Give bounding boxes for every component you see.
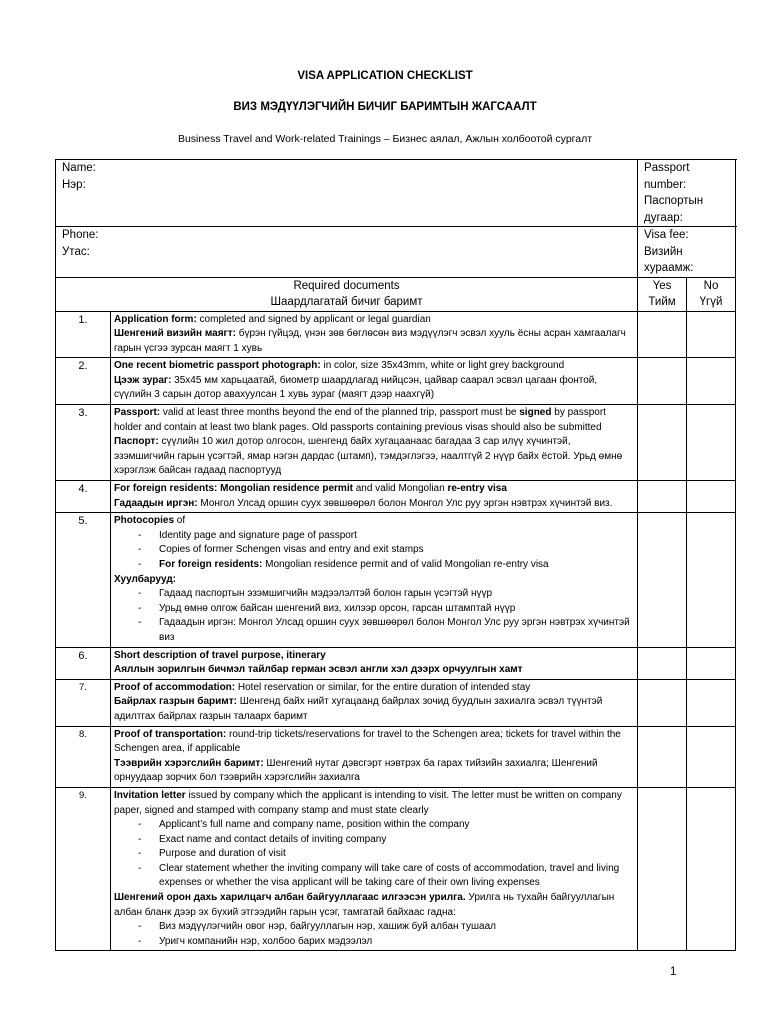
table-row bbox=[56, 679, 736, 726]
yes-checkbox[interactable] bbox=[638, 679, 687, 726]
no-checkbox[interactable] bbox=[687, 787, 736, 951]
yes-checkbox[interactable] bbox=[638, 481, 687, 513]
list-item: - Purpose and duration of visit bbox=[114, 847, 633, 862]
item-description: Application form: completed and signed by applicant or legal guardian Шенгений визийн маягт: бүрэн гүйцэд, үнэн зөв бөглөсөн виз мэдүүлэгч эсвэл хууль ёсны асран хамгаалагч гарын үсгээ зурсан маягт 1 хувь bbox=[111, 311, 638, 358]
list-item: - Уригч компанийн нэр, холбоо барих мэдээлэл bbox=[114, 935, 633, 950]
item-number: 5. bbox=[56, 513, 111, 647]
required-documents-header: Required documents Шаардлагатай бичиг баримт bbox=[56, 277, 638, 311]
invitation-list-mn bbox=[114, 920, 633, 949]
yes-header: Yes Тийм bbox=[638, 277, 687, 311]
page-number: 1 bbox=[670, 966, 677, 978]
no-checkbox[interactable] bbox=[687, 311, 736, 358]
checklist-table bbox=[55, 159, 736, 951]
item-number: 9. bbox=[56, 787, 111, 951]
no-checkbox[interactable] bbox=[687, 358, 736, 405]
list-item: - Copies of former Schengen visas and entry and exit stamps bbox=[114, 543, 633, 558]
subtitle: Business Travel and Work-related Trainings – Бизнес аялал, Ажлын холбоотой сургалт bbox=[177, 133, 593, 145]
list-item: - For foreign residents: Mongolian residence permit and of valid Mongolian re-entry visa bbox=[114, 558, 633, 573]
table-row bbox=[56, 513, 736, 647]
invitation-list-en bbox=[114, 818, 633, 891]
yes-checkbox[interactable] bbox=[638, 726, 687, 787]
no-checkbox[interactable] bbox=[687, 405, 736, 481]
item-description: Short description of travel purpose, itinerary Аяллын зорилгын бичмэл тайлбар герман эсвэл англи хэл дээрх орчуулгын хамт bbox=[111, 647, 638, 679]
item-number: 6. bbox=[56, 647, 111, 679]
table-row bbox=[56, 726, 736, 787]
item-number: 4. bbox=[56, 481, 111, 513]
no-checkbox[interactable] bbox=[687, 726, 736, 787]
item-number: 3. bbox=[56, 405, 111, 481]
item-number: 1. bbox=[56, 311, 111, 358]
column-header-row bbox=[56, 277, 736, 311]
no-checkbox[interactable] bbox=[687, 513, 736, 647]
yes-checkbox[interactable] bbox=[638, 513, 687, 647]
no-checkbox[interactable] bbox=[687, 679, 736, 726]
list-item: - Applicant’s full name and company name, position within the company bbox=[114, 818, 633, 833]
list-item: - Clear statement whether the inviting company will take care of costs of accommodation, travel and living expenses or whether the visa applicant will be taking care of their own living expenses bbox=[114, 862, 633, 891]
name-field[interactable]: Name: Нэр: bbox=[56, 160, 638, 227]
item-description: Photocopies of - Identity page and signature page of passport - Copies of former Schengen visas and entry and exit stamps - For foreign residents: Mongolian residence permit and of valid Mongolian re-entry visa Хуулбарууд: - Гадаад паспортын эзэмшигчийн мэдээлэлтэй болон гарын үсэгтэй нүүр - Урьд өмнө олгож байсан шенгений виз, хилээр орсон, гарсан штамптай нүүр - Гадаадын иргэн: Монгол Улсад оршин суух зөвшөөрөл болон Монгол Улс руу эргэн нэвтрэх хүчинтэй виз bbox=[111, 513, 638, 647]
no-checkbox[interactable] bbox=[687, 481, 736, 513]
no-header: No Үгүй bbox=[687, 277, 736, 311]
item-description: Invitation letter issued by company which the applicant is intending to visit. The letter must be written on company paper, signed and stamped with company stamp and must state clearly - Applicant’s full name and company name, position within the company - Exact name and contact details of inviting company - Purpose and duration of visit - Clear statement whether the inviting company will take care of costs of accommodation, travel and living expenses or whether the visa applicant will be taking care of their own living expenses Шенгений орон дахь харилцагч албан байгууллагаас илгээсэн урилга. Урилга нь тухайн байгууллагын албан бланк дээр эх бүхий этгээдийн гарын үсэг, тамгатай байхаас гадна: - Виз мэдүүлэгчийн овог нэр, байгууллагын нэр, хашиж буй албан тушаал - Уригч компанийн нэр, холбоо барих мэдээлэл bbox=[111, 787, 638, 951]
list-item: - Exact name and contact details of inviting company bbox=[114, 833, 633, 848]
phone-field[interactable]: Phone: Утас: bbox=[56, 227, 638, 278]
list-item: - Гадаадын иргэн: Монгол Улсад оршин суух зөвшөөрөл болон Монгол Улс руу эргэн нэвтрэх хүчинтэй виз bbox=[114, 616, 633, 645]
passport-number-field[interactable]: Passport number: Паспортын дугаар: bbox=[638, 160, 736, 227]
name-passport-row bbox=[56, 160, 736, 227]
yes-checkbox[interactable] bbox=[638, 358, 687, 405]
table-row bbox=[56, 311, 736, 358]
table-row bbox=[56, 358, 736, 405]
table-row bbox=[56, 481, 736, 513]
yes-checkbox[interactable] bbox=[638, 405, 687, 481]
item-description: For foreign residents: Mongolian residence permit and valid Mongolian re-entry visa Гадаадын иргэн: Монгол Улсад оршин суух зөвшөөрөл болон Монгол Улс руу эргэн нэвтрэх хүчинтэй виз. bbox=[111, 481, 638, 513]
item-description: One recent biometric passport photograph: in color, size 35x43mm, white or light grey background Цээж зураг: 35x45 мм харьцаатай, биометр шаардлагад нийцсэн, цайвар саарал эсвэл цагаан фонтой, сүүлийн 3 сарын дотор авахуулсан 1 хувь зураг (маягт дээр наахгүй) bbox=[111, 358, 638, 405]
no-checkbox[interactable] bbox=[687, 647, 736, 679]
yes-checkbox[interactable] bbox=[638, 787, 687, 951]
list-item: - Identity page and signature page of passport bbox=[114, 529, 633, 544]
yes-checkbox[interactable] bbox=[638, 647, 687, 679]
photocopies-list-mn bbox=[114, 587, 633, 645]
table-row bbox=[56, 787, 736, 951]
visa-fee-field[interactable]: Visa fee: Визийн хураамж: bbox=[638, 227, 736, 278]
list-item: - Гадаад паспортын эзэмшигчийн мэдээлэлтэй болон гарын үсэгтэй нүүр bbox=[114, 587, 633, 602]
item-number: 2. bbox=[56, 358, 111, 405]
title-english: VISA APPLICATION CHECKLIST bbox=[297, 70, 473, 82]
item-description: Proof of transportation: round-trip tickets/reservations for travel to the Schengen area; tickets for travel within the Schengen area, if applicable Тээврийн хэрэгслийн баримт: Шенгений нутаг дэвсгэрт нэвтрэх ба гарах тийзийн захиалга; Шенгений орнуудаар зорчих бол тээврийн хэрэгслийн захиалга bbox=[111, 726, 638, 787]
item-number: 7. bbox=[56, 679, 111, 726]
phone-fee-row bbox=[56, 227, 736, 278]
item-number: 8. bbox=[56, 726, 111, 787]
item-description: Proof of accommodation: Hotel reservation or similar, for the entire duration of intended stay Байрлах газрын баримт: Шенгенд байх нийт хугацаанд байрлах зочид буудлын захиалга эсвэл түүнтэй адилтгах байрлах газрын талаарх баримт bbox=[111, 679, 638, 726]
list-item: - Виз мэдүүлэгчийн овог нэр, байгууллагын нэр, хашиж буй албан тушаал bbox=[114, 920, 633, 935]
table-row bbox=[56, 647, 736, 679]
list-item: - Урьд өмнө олгож байсан шенгений виз, хилээр орсон, гарсан штамптай нүүр bbox=[114, 602, 633, 617]
table-row bbox=[56, 405, 736, 481]
title-mongolian: ВИЗ МЭДҮҮЛЭГЧИЙН БИЧИГ БАРИМТЫН ЖАГСААЛТ bbox=[233, 101, 537, 113]
yes-checkbox[interactable] bbox=[638, 311, 687, 358]
item-description: Passport: valid at least three months beyond the end of the planned trip, passport must be signed by passport holder and contain at least two blank pages. Old passports containing previous visas should also be submitted Паспорт: сүүлийн 10 жил дотор олгосон, шенгенд байх хугацаанаас багадаа 3 сар илүү хүчинтэй, эзэмшигчийн гарын үсэгтэй, ямар нэгэн дардас (штамп), тэмдэглэгээ, наалтгүй 2 нүүр байх ёстой. Урьд өмнө хэрэглэж байсан гадаад паспортууд bbox=[111, 405, 638, 481]
photocopies-list-en bbox=[114, 529, 633, 573]
